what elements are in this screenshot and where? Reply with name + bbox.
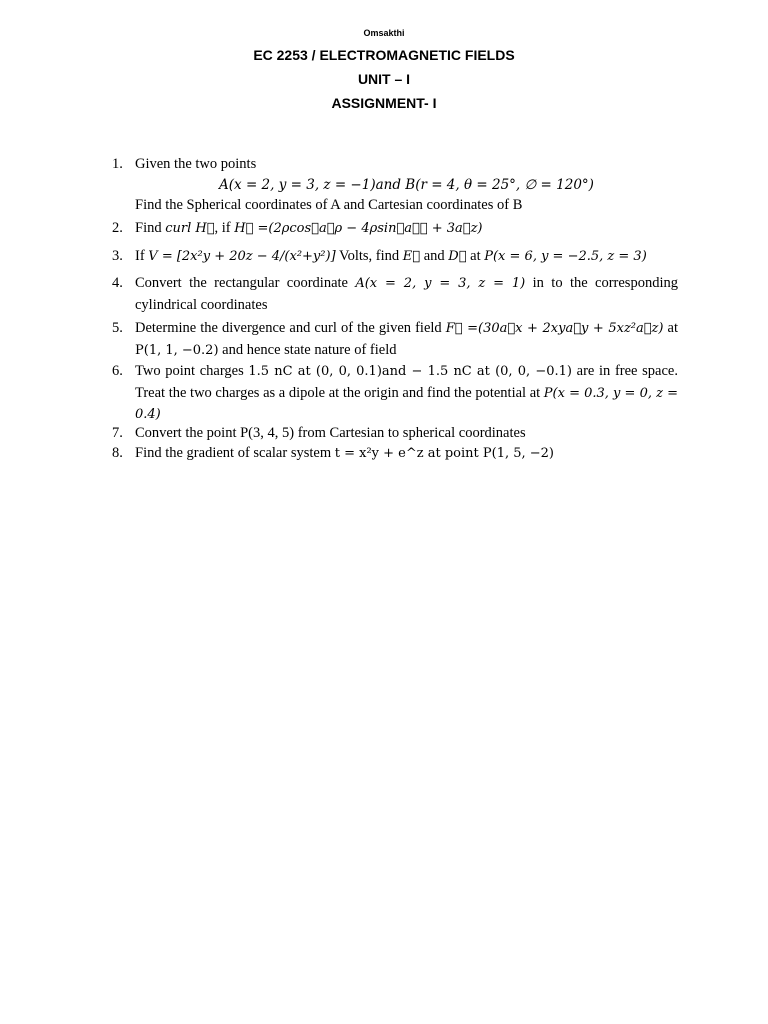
question-text: Convert the point P(3, 4, 5) from Cartesian to spherical coordinates: [135, 425, 526, 441]
question-math: D⃗: [448, 249, 467, 264]
question-text: Convert the rectangular coordinate: [135, 275, 356, 291]
question-math: F⃗ =(30a⃗x + 2xya⃗y + 5xz²a⃗z): [445, 321, 664, 336]
question-text: , if: [214, 220, 235, 236]
unit-title: UNIT – I: [357, 71, 411, 87]
question-number: 5.: [112, 320, 123, 336]
question-4: [112, 273, 678, 315]
question-math: curl H⃗: [165, 221, 215, 236]
question-number: 8.: [112, 445, 123, 461]
question-math: P(1, 1, −0.2): [135, 342, 219, 358]
question-math: A(x = 2, y = 3, z = 1): [355, 276, 526, 291]
question-number: 4.: [112, 275, 123, 291]
question-text: Find: [135, 220, 166, 236]
question-1: [112, 154, 678, 216]
question-text: are in free space. Treat the two charges as a dipole at the origin and find the potential at: [135, 363, 678, 401]
question-number: 7.: [112, 425, 123, 441]
question-text: Volts, find: [335, 248, 403, 264]
question-text: If: [135, 248, 149, 264]
question-text: and: [420, 248, 449, 264]
question-text: at: [663, 320, 678, 336]
question-number: 2.: [112, 220, 123, 236]
question-number: 3.: [112, 248, 123, 264]
question-text: Determine the divergence and curl of the given field: [135, 320, 446, 336]
question-math: P(x = 6, y = −2.5, z = 3): [484, 249, 647, 264]
question-text: at: [466, 248, 485, 264]
question-math: P(x = 0.3, y = 0, z = 0.4): [135, 385, 678, 422]
question-math: t = x²y + e^z at point P(1, 5, −2): [334, 446, 554, 461]
question-5: [112, 318, 678, 361]
question-2: [112, 218, 678, 240]
question-math: A(x = 2, y = 3, z = −1)and B(r = 4, θ = 25°, ∅ = 120°): [219, 176, 594, 193]
question-7: [112, 423, 678, 444]
question-math: 1.5 nC at (0, 0, 0.1)and − 1.5 nC at (0, 0, −0.1): [248, 364, 572, 379]
question-text: and hence state nature of field: [218, 341, 397, 358]
question-math: E⃗: [402, 249, 421, 264]
question-text: Given the two points: [135, 156, 257, 172]
question-6: [112, 361, 678, 426]
question-math: V = [2x²y + 20z − 4/(x²+y²)]: [148, 249, 336, 264]
question-text: Find the gradient of scalar system: [135, 445, 335, 461]
question-text: Two point charges: [135, 363, 249, 379]
question-text: in to the corresponding cylindrical coordinates: [135, 275, 678, 313]
question-8: [112, 443, 678, 465]
question-text: Find the Spherical coordinates of A and Cartesian coordinates of B: [135, 197, 523, 213]
question-number: 1.: [112, 156, 123, 172]
assignment-title: ASSIGNMENT- I: [331, 95, 437, 111]
header-omsakthi: Omsakthi: [363, 28, 405, 38]
question-number: 6.: [112, 363, 123, 379]
question-3: [112, 246, 678, 268]
course-title: EC 2253 / ELECTROMAGNETIC FIELDS: [253, 47, 515, 63]
question-math: H⃗ =(2ρcos∅a⃗ρ − 4ρsin∅a⃗∅ + 3a⃗z): [234, 221, 483, 236]
